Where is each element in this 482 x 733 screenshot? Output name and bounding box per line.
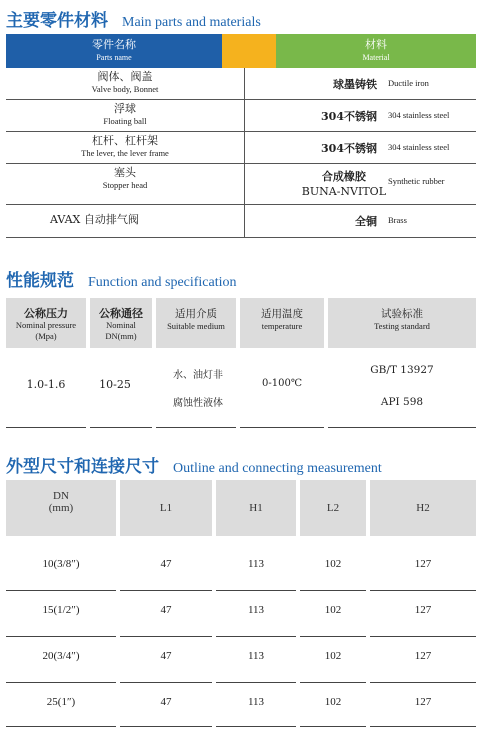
pressure-header-cn: 公称压力 bbox=[24, 307, 68, 320]
medium-header bbox=[156, 298, 236, 348]
part-name-cell bbox=[6, 100, 245, 131]
dimension-section-title bbox=[6, 452, 382, 477]
function-title-en: Function and specification bbox=[88, 275, 237, 290]
dn-cell: 20(3/4″) bbox=[42, 650, 80, 662]
h1-cell: 113 bbox=[247, 696, 265, 708]
temperature-value: 0-100℃ bbox=[261, 378, 302, 389]
h1-cell: 113 bbox=[247, 604, 265, 616]
h2-cell: 127 bbox=[414, 604, 432, 616]
header-accent-block bbox=[222, 34, 276, 68]
row-divider bbox=[370, 726, 476, 727]
parts-table bbox=[6, 34, 476, 238]
dimension-title-en: Outline and connecting measurement bbox=[173, 461, 382, 476]
table-row bbox=[6, 590, 476, 636]
row-divider bbox=[240, 427, 324, 428]
material-cn: 全铜 bbox=[355, 215, 377, 228]
parts-table-header bbox=[6, 34, 476, 68]
material-en: Ductile iron bbox=[388, 78, 429, 88]
material-cn: 304不锈钢 bbox=[321, 110, 377, 123]
row-divider bbox=[120, 726, 212, 727]
material-cn-main: 合成橡胶 bbox=[321, 170, 366, 183]
row-divider bbox=[216, 726, 296, 727]
dn-cell: 25(1″) bbox=[46, 696, 76, 708]
part-name-cell bbox=[6, 68, 245, 99]
part-name-cell bbox=[6, 205, 245, 237]
table-row bbox=[6, 544, 476, 590]
medium-header-en: Suitable medium bbox=[167, 321, 225, 331]
table-row bbox=[6, 682, 476, 728]
material-cell bbox=[245, 68, 476, 99]
parts-title-cn: 主要零件材料 bbox=[6, 11, 108, 31]
standard-header-en: Testing standard bbox=[374, 321, 430, 331]
dn-col-unit: (mm) bbox=[48, 502, 74, 514]
l1-col-header: L1 bbox=[120, 480, 212, 536]
dn-cell: 10(3/8″) bbox=[42, 558, 80, 570]
part-name-en: Stopper head bbox=[102, 180, 148, 190]
h1-cell: 113 bbox=[247, 650, 265, 662]
parts-section-title bbox=[6, 6, 261, 31]
row-divider bbox=[156, 427, 236, 428]
material-en: 304 stainless steel bbox=[388, 110, 450, 120]
material-header bbox=[276, 34, 476, 68]
standard-header-cn: 试验标准 bbox=[381, 308, 423, 320]
material-cn: 304不锈钢 bbox=[321, 142, 377, 155]
material-header-en: Material bbox=[362, 53, 390, 62]
material-cn bbox=[302, 169, 386, 199]
dn-col-header bbox=[6, 480, 116, 536]
material-cell bbox=[245, 205, 476, 237]
material-en: Brass bbox=[388, 215, 407, 225]
l2-cell: 102 bbox=[324, 650, 342, 662]
row-divider bbox=[6, 726, 116, 727]
dimension-title-cn: 外型尺寸和连接尺寸 bbox=[6, 457, 159, 477]
h2-cell: 127 bbox=[414, 558, 432, 570]
pressure-header-unit: (Mpa) bbox=[35, 331, 57, 341]
l2-cell: 102 bbox=[324, 604, 342, 616]
medium-value-1: 水、油灯非 bbox=[173, 370, 223, 381]
pressure-value: 1.0-1.6 bbox=[26, 378, 66, 391]
l2-cell: 102 bbox=[324, 558, 342, 570]
l1-cell: 47 bbox=[160, 604, 172, 616]
part-name-en: Floating ball bbox=[103, 116, 147, 126]
function-section-title bbox=[6, 266, 237, 291]
dn-cell: 15(1/2″) bbox=[42, 604, 80, 616]
l2-cell: 102 bbox=[324, 696, 342, 708]
l1-cell: 47 bbox=[160, 650, 172, 662]
pressure-header-en: Nominal pressure bbox=[15, 320, 77, 330]
pressure-header bbox=[6, 298, 86, 348]
dn-header-en: Nominal bbox=[106, 320, 136, 330]
part-name-en: Valve body, Bonnet bbox=[91, 84, 159, 94]
parts-row bbox=[6, 205, 476, 238]
material-cell bbox=[245, 132, 476, 163]
dn-value: 10-25 bbox=[99, 378, 131, 391]
l2-col-header: L2 bbox=[300, 480, 366, 536]
h2-cell: 127 bbox=[414, 696, 432, 708]
row-divider bbox=[328, 427, 476, 428]
function-title-cn: 性能规范 bbox=[6, 271, 74, 291]
dn-header bbox=[90, 298, 152, 348]
material-cn-sub: BUNA-NVITOL bbox=[301, 185, 386, 198]
part-name-cell bbox=[6, 132, 245, 163]
part-name-cn: 塞头 bbox=[114, 166, 136, 179]
parts-name-header-cn: 零件名称 bbox=[92, 38, 136, 51]
l1-cell: 47 bbox=[160, 558, 172, 570]
part-name-single: AVAX 自动排气阀 bbox=[50, 213, 139, 226]
parts-name-header bbox=[6, 34, 222, 68]
material-header-cn: 材料 bbox=[365, 38, 387, 51]
standard-header bbox=[328, 298, 476, 348]
part-name-en: The lever, the lever frame bbox=[81, 148, 169, 158]
row-divider bbox=[300, 726, 366, 727]
h2-cell: 127 bbox=[414, 650, 432, 662]
l1-cell: 47 bbox=[160, 696, 172, 708]
material-cell bbox=[245, 100, 476, 131]
part-name-cell bbox=[6, 164, 245, 204]
parts-row bbox=[6, 132, 476, 164]
temperature-header bbox=[240, 298, 324, 348]
part-name-cn: 浮球 bbox=[114, 102, 136, 115]
parts-row bbox=[6, 100, 476, 132]
medium-header-cn: 适用介质 bbox=[175, 308, 217, 320]
row-divider bbox=[90, 427, 152, 428]
temperature-header-cn: 适用温度 bbox=[261, 308, 303, 320]
row-divider bbox=[6, 427, 86, 428]
parts-row bbox=[6, 68, 476, 100]
parts-row bbox=[6, 164, 476, 205]
h2-col-header: H2 bbox=[370, 480, 476, 536]
dn-header-cn: 公称通径 bbox=[99, 307, 143, 320]
material-en: 304 stainless steel bbox=[388, 142, 450, 152]
dn-col-label: DN bbox=[53, 490, 69, 502]
part-name-cn: 阀体、阀盖 bbox=[97, 70, 153, 83]
material-cn: 球墨铸铁 bbox=[333, 78, 377, 91]
h1-cell: 113 bbox=[247, 558, 265, 570]
medium-value-2: 腐蚀性液体 bbox=[173, 398, 223, 409]
material-cell bbox=[245, 164, 476, 204]
standard-value-2: API 598 bbox=[380, 396, 424, 408]
part-name-cn: 杠杆、杠杆架 bbox=[92, 134, 158, 147]
material-en: Synthetic rubber bbox=[388, 176, 445, 186]
dn-header-unit: DN(mm) bbox=[105, 331, 137, 341]
h1-col-header: H1 bbox=[216, 480, 296, 536]
standard-value-1: GB/T 13927 bbox=[370, 364, 434, 376]
table-row bbox=[6, 636, 476, 682]
parts-name-header-en: Parts name bbox=[96, 53, 132, 62]
parts-title-en: Main parts and materials bbox=[122, 15, 261, 30]
temperature-header-en: temperature bbox=[261, 321, 303, 331]
